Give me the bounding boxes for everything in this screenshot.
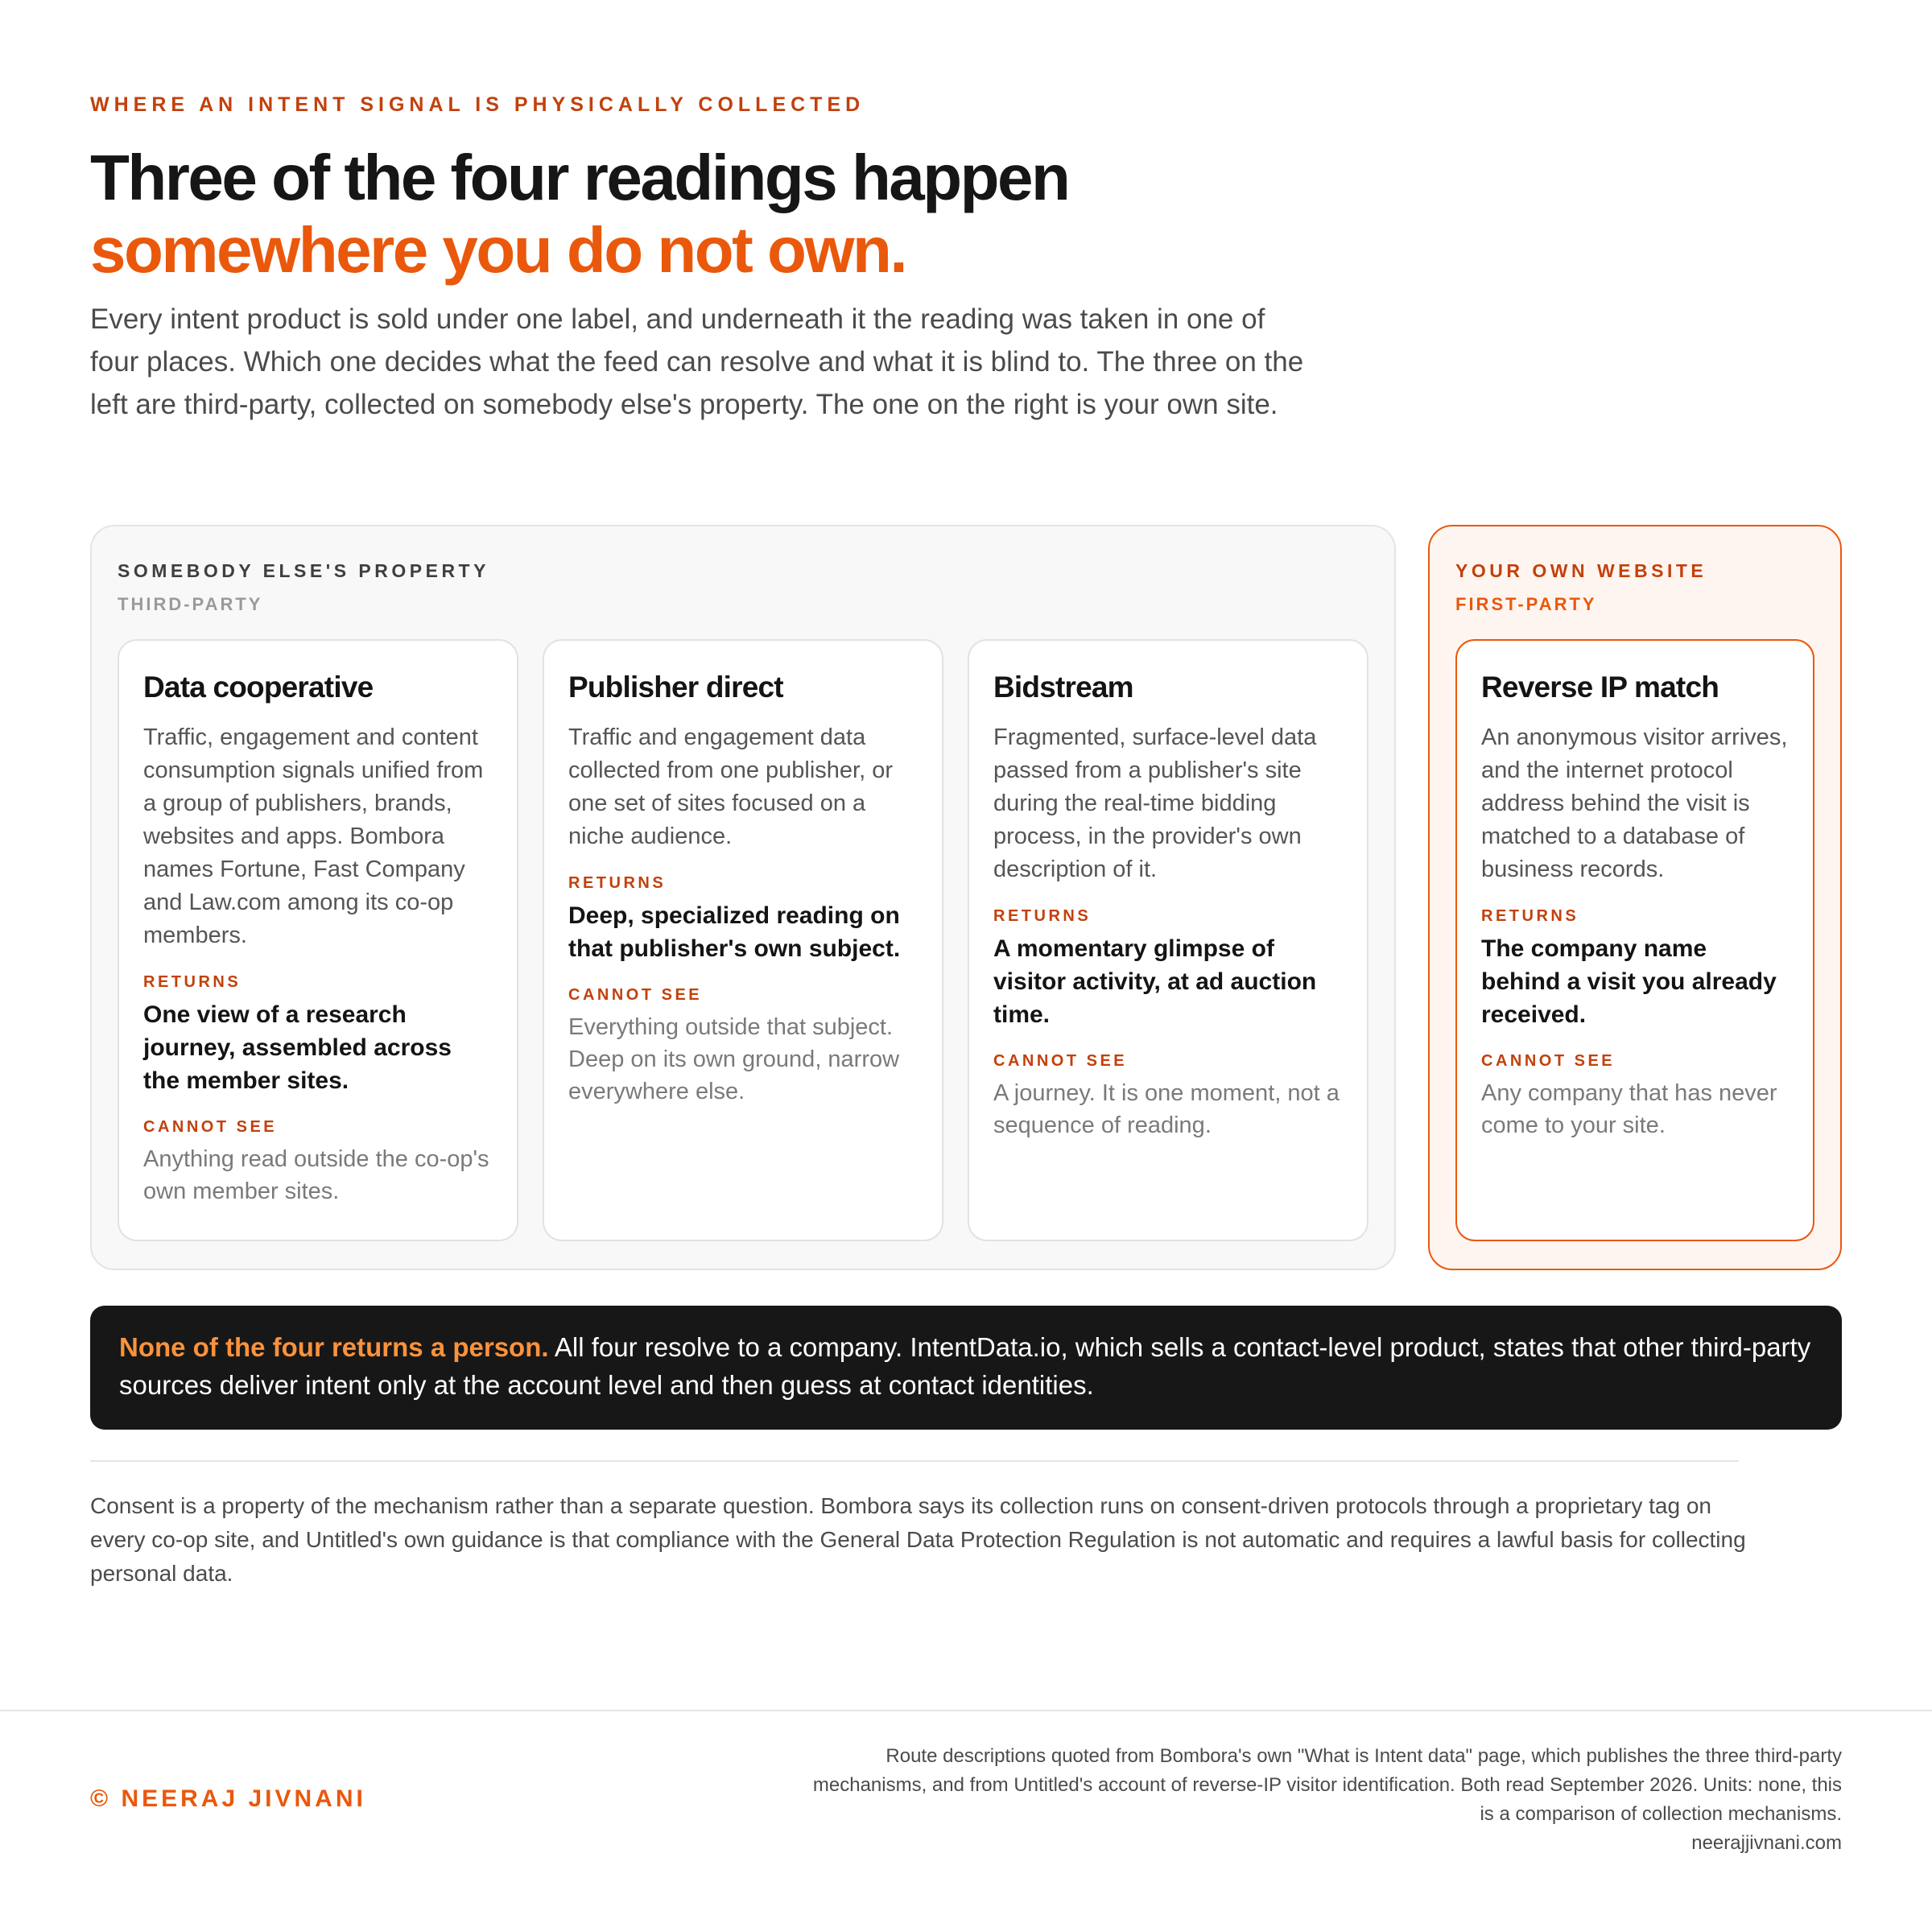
first-party-label: YOUR OWN WEBSITE bbox=[1455, 560, 1707, 581]
third-party-label: SOMEBODY ELSE'S PROPERTY bbox=[118, 560, 489, 581]
cannot-see-text: A journey. It is one moment, not a sequence of reading. bbox=[993, 1080, 1340, 1138]
cannot-see-label: CANNOT SEE bbox=[1481, 1052, 1616, 1070]
returns-label: RETURNS bbox=[1481, 907, 1579, 925]
card-title: Bidstream bbox=[993, 671, 1133, 704]
card-data-cooperative bbox=[118, 639, 518, 1241]
source-url: neerajjivnani.com bbox=[1691, 1832, 1842, 1854]
card-title: Publisher direct bbox=[568, 671, 783, 704]
cannot-see-text: Any company that has never come to your site. bbox=[1481, 1080, 1777, 1138]
returns-text: Deep, specialized reading on that publisher's own subject. bbox=[568, 902, 901, 962]
returns-label: RETURNS bbox=[143, 973, 242, 991]
card-publisher-direct bbox=[543, 639, 943, 1241]
cannot-see-label: CANNOT SEE bbox=[993, 1052, 1128, 1070]
card-description: Traffic and engagement data collected from one publisher, or one set of sites focused on a niche audience. bbox=[568, 724, 893, 849]
card-description: Traffic, engagement and content consumption signals unified from a group of publishers, brands, websites and apps. Bombora names Fortune, Fast Company and Law.com among its co-op members. bbox=[143, 724, 484, 948]
card-description: An anonymous visitor arrives, and the internet protocol address behind the visit is matched to a database of business records. bbox=[1481, 724, 1788, 882]
eyebrow: WHERE AN INTENT SIGNAL IS PHYSICALLY COLLECTED bbox=[90, 93, 865, 116]
summary-banner bbox=[90, 1306, 1842, 1430]
card-reverse-ip-match bbox=[1455, 639, 1814, 1241]
lede-paragraph: Every intent product is sold under one label, and underneath it the reading was taken in one of four places. Which one decides what the feed can resolve and what it is blind to. The three on the left are third-party, collected on somebody else's property. The one on the right is your own site. bbox=[90, 303, 1304, 420]
banner-lead: None of the four returns a person. bbox=[119, 1332, 549, 1362]
card-title: Reverse IP match bbox=[1481, 671, 1719, 704]
cannot-see-label: CANNOT SEE bbox=[568, 986, 703, 1004]
card-description: Fragmented, surface-level data passed from a publisher's site during the real-time bidding process, in the provider's own description of it. bbox=[993, 724, 1317, 882]
card-title: Data cooperative bbox=[143, 671, 374, 704]
first-party-sublabel: FIRST-PARTY bbox=[1455, 594, 1597, 614]
returns-text: A momentary glimpse of visitor activity, at ad auction time. bbox=[993, 935, 1317, 1028]
footer-divider bbox=[0, 1710, 1932, 1711]
page-title bbox=[90, 142, 1378, 287]
source-note bbox=[715, 1742, 1842, 1858]
source-line: is a comparison of collection mechanisms. bbox=[1480, 1803, 1842, 1825]
cannot-see-text: Everything outside that subject. Deep on its own ground, narrow everywhere else. bbox=[568, 1014, 900, 1104]
third-party-panel bbox=[90, 525, 1396, 1270]
returns-text: One view of a research journey, assembled across the member sites. bbox=[143, 1001, 452, 1094]
third-party-sublabel: THIRD-PARTY bbox=[118, 594, 263, 614]
divider bbox=[90, 1460, 1739, 1462]
returns-label: RETURNS bbox=[568, 874, 667, 892]
source-line: Route descriptions quoted from Bombora's own "What is Intent data" page, which publishes the three third-party bbox=[886, 1745, 1842, 1767]
cannot-see-label: CANNOT SEE bbox=[143, 1118, 278, 1136]
banner-text: All four resolve to a company. IntentData.io, which sells a contact-level product, states that other third-party sources deliver intent only at the account level and then guess at contact identities. bbox=[119, 1332, 1811, 1400]
source-line: mechanisms, and from Untitled's account of reverse-IP visitor identification. Both read September 2026. Units: none, this bbox=[812, 1774, 1842, 1796]
title-line-1: Three of the four readings happen bbox=[90, 142, 1069, 213]
title-line-2: somewhere you do not own. bbox=[90, 214, 906, 286]
card-bidstream bbox=[968, 639, 1368, 1241]
first-party-panel bbox=[1428, 525, 1842, 1270]
consent-note: Consent is a property of the mechanism rather than a separate question. Bombora says its collection runs on consent-driven protocols through a proprietary tag on every co-op site, and Untitled's own guidance is that compliance with the General Data Protection Regulation is not automatic and requires a lawful basis for collecting personal data. bbox=[90, 1493, 1746, 1586]
returns-text: The company name behind a visit you already received. bbox=[1481, 935, 1777, 1028]
copyright: © NEERAJ JIVNANI bbox=[90, 1785, 366, 1812]
cannot-see-text: Anything read outside the co-op's own member sites. bbox=[143, 1146, 489, 1204]
returns-label: RETURNS bbox=[993, 907, 1092, 925]
